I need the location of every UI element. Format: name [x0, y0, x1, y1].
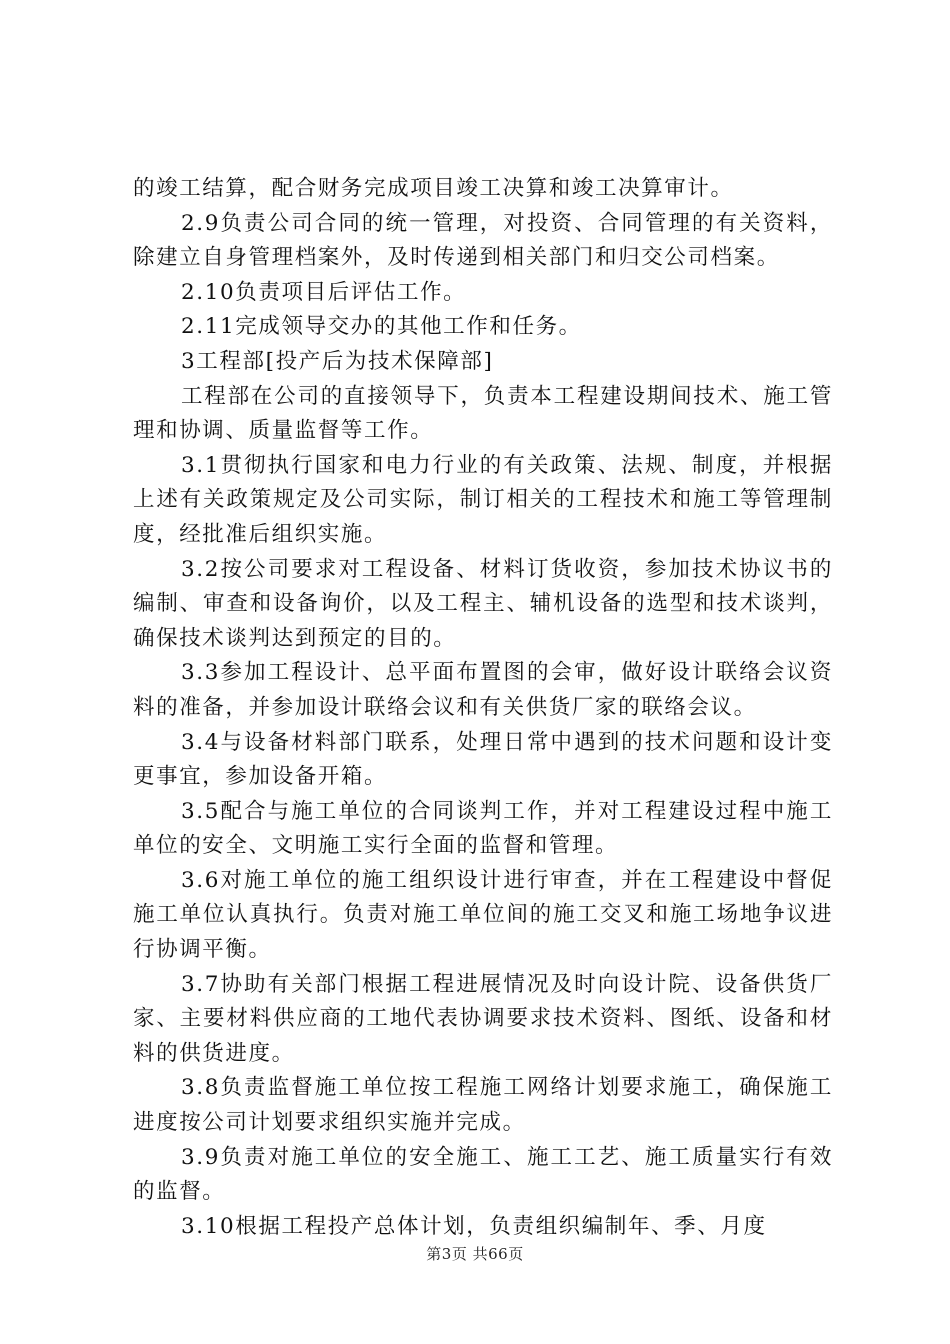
- paragraph-2-10: 2.10负责项目后评估工作。: [181, 279, 467, 305]
- paragraph-3-7: 3.7协助有关部门根据工程进展情况及时向设计院、设备供货厂家、主要材料供应商的工地代表协调要求技术资料、图纸、设备和材料的供货进度。: [133, 971, 833, 1066]
- paragraph-3-4: 3.4与设备材料部门联系，处理日常中遇到的技术问题和设计变更事宜，参加设备开箱。: [133, 729, 833, 790]
- paragraph-2-9: 2.9负责公司合同的统一管理，对投资、合同管理的有关资料，除建立自身管理档案外，及时传递到相关部门和归交公司档案。: [133, 210, 833, 271]
- paragraph-3-2: 3.2按公司要求对工程设备、材料订货收资，参加技术协议书的编制、审查和设备询价，以及工程主、辅机设备的选型和技术谈判，确保技术谈判达到预定的目的。: [133, 556, 833, 651]
- paragraph-continuation: 的竣工结算，配合财务完成项目竣工决算和竣工决算审计。: [133, 176, 734, 201]
- page-number-footer: 第3页 共66页: [426, 1245, 524, 1263]
- paragraph-3-1: 3.1贯彻执行国家和电力行业的有关政策、法规、制度，并根据上述有关政策规定及公司实际，制订相关的工程技术和施工等管理制度，经批准后组织实施。: [133, 452, 833, 547]
- paragraph-3-3: 3.3参加工程设计、总平面布置图的会审，做好设计联络会议资料的准备，并参加设计联络会议和有关供货厂家的联络会议。: [133, 660, 833, 720]
- paragraph-section-3-intro: 工程部在公司的直接领导下，负责本工程建设期间技术、施工管理和协调、质量监督等工作。: [133, 383, 833, 444]
- paragraph-3-9: 3.9负责对施工单位的安全施工、施工工艺、施工质量实行有效的监督。: [133, 1144, 833, 1205]
- paragraph-2-11: 2.11完成领导交办的其他工作和任务。: [181, 314, 582, 340]
- section-heading-3: 3工程部[投产后为技术保障部]: [181, 348, 494, 374]
- paragraph-3-8: 3.8负责监督施工单位按工程施工网络计划要求施工，确保施工进度按公司计划要求组织实施并完成。: [133, 1075, 833, 1136]
- paragraph-3-6: 3.6对施工单位的施工组织设计进行审查，并在工程建设中督促施工单位认真执行。负责对施工单位间的施工交叉和施工场地争议进行协调平衡。: [133, 867, 833, 963]
- paragraph-3-5: 3.5配合与施工单位的合同谈判工作，并对工程建设过程中施工单位的安全、文明施工实行全面的监督和管理。: [133, 798, 833, 859]
- document-body: [133, 172, 833, 1244]
- paragraph-3-10: 3.10根据工程投产总体计划，负责组织编制年、季、月度: [181, 1213, 767, 1239]
